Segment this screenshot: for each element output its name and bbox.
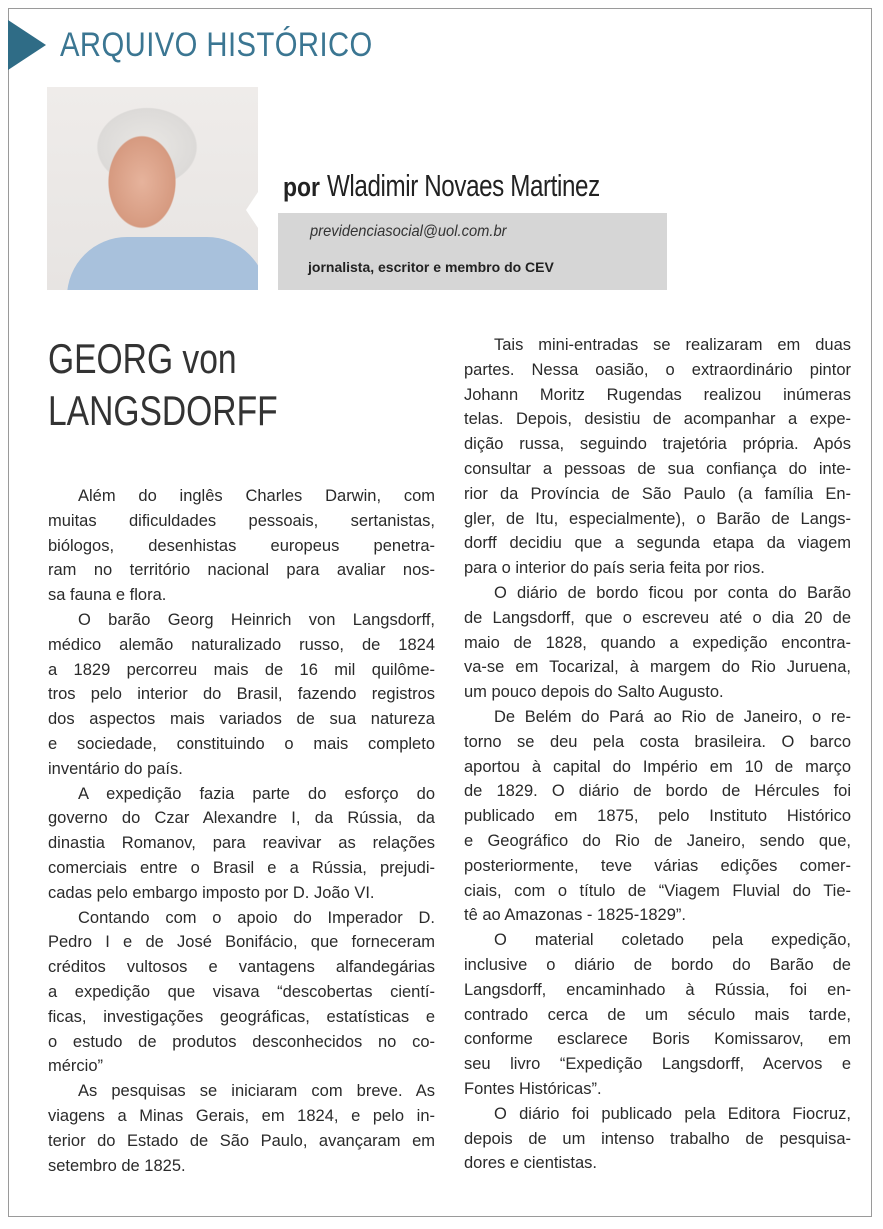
author-bio: jornalista, escritor e membro do CEV [308,259,554,275]
article-paragraph [48,608,435,782]
paragraph-line: posteriormente, teve várias edições comer- [464,856,851,875]
paragraph-line: As pesquisas se iniciaram com breve. As [78,1082,435,1101]
paragraph-line: telas. Depois, desistiu de acompanhar a expe- [464,410,851,429]
paragraph-line: dição russa, seguindo trajetória própria. Após [464,435,851,454]
article-paragraph [48,1079,435,1178]
article-left-column [48,484,435,1178]
paragraph-line: para o interior do país seria feita por rios. [464,559,765,578]
headline-line-1: GEORG von [48,335,237,382]
author-photo [47,87,258,290]
paragraph-line: um pouco depois do Salto Augusto. [464,683,724,702]
byline-prefix: por [283,172,320,202]
paragraph-line: o estudo de produtos desconhecidos no co- [48,1032,435,1051]
byline [283,168,677,204]
paragraph-line: va-se em Tocarizal, à margem do Rio Juruena, [464,658,851,677]
paragraph-line: terior do Estado de São Paulo, avançaram em [48,1131,435,1150]
paragraph-line: O diário de bordo ficou por conta do Barão [494,583,851,602]
article-paragraph [464,1102,851,1176]
article-paragraph [48,484,435,608]
paragraph-line: tros pelo interior do Brasil, fazendo registros [48,685,435,704]
paragraph-line: contrado cerca de um século mais tarde, [464,1005,851,1024]
paragraph-line: conforme esclarece Boris Komissarov, em [464,1030,851,1049]
paragraph-line: ciais, com o título de “Viagem Fluvial do Tie- [464,881,851,900]
article-paragraph [48,906,435,1080]
paragraph-line: ram no território nacional para avaliar nos- [48,561,435,580]
paragraph-line: gler, de Itu, especialmente), o Barão de Langs- [464,509,851,528]
paragraph-line: cadas pelo embargo imposto por D. João VI. [48,883,375,902]
paragraph-line: a 1829 percorreu mais de 16 mil quilôme- [48,660,435,679]
article-headline [48,333,278,437]
paragraph-line: rior da Província de São Paulo (a família En- [464,484,851,503]
paragraph-line: mércio” [48,1057,104,1076]
headline-line-2: LANGSDORFF [48,387,278,434]
paragraph-line: Langsdorff, encaminhado à Rússia, foi en- [464,980,851,999]
paragraph-line: comerciais entre o Brasil e a Rússia, prejudi- [48,858,435,877]
paragraph-line: Johann Moritz Rugendas realizou inúmeras [464,385,851,404]
paragraph-line: e sociedade, constituindo o mais completo [48,734,435,753]
paragraph-line: A expedição fazia parte do esforço do [78,784,435,803]
paragraph-line: biólogos, desenhistas europeus penetra- [48,536,435,555]
paragraph-line: Além do inglês Charles Darwin, com [78,487,435,505]
paragraph-line: Tais mini-entradas se realizaram em duas [494,336,851,354]
paragraph-line: tê ao Amazonas - 1825-1829”. [464,906,686,925]
article-paragraph [464,705,851,928]
paragraph-line: dinastia Romanov, para reavivar as relações [48,834,435,853]
article-paragraph [464,581,851,705]
paragraph-line: de Langsdorff, que o escreveu até o dia 20 de [464,608,851,627]
paragraph-line: de 1829. O diário de bordo de Hércules foi [464,782,851,801]
paragraph-line: dorff decidiu que a segunda etapa da viagem [464,534,851,553]
author-info-box [278,213,667,290]
author-photo-shirt [67,237,258,290]
article-paragraph [464,928,851,1102]
paragraph-line: Contando com o apoio do Imperador D. [78,908,435,927]
article-paragraph [464,333,851,581]
paragraph-line: aportou à capital do Império em 10 de março [464,757,851,776]
paragraph-line: sa fauna e flora. [48,586,167,605]
paragraph-line: ficas, investigações geográficas, estatísticas e [48,1007,435,1026]
paragraph-line: torno se deu pela costa brasileira. O barco [464,732,851,751]
paragraph-line: muitas dificuldades pessoais, sertanistas, [48,511,435,530]
paragraph-line: Pedro I e de José Bonifácio, que forneceram [48,933,435,952]
paragraph-line: viagens a Minas Gerais, em 1824, e pelo in- [48,1106,435,1125]
paragraph-line: dos aspectos mais variados de sua natureza [48,710,435,729]
section-title: ARQUIVO HISTÓRICO [60,26,373,64]
paragraph-line: inclusive o diário de bordo do Barão de [464,955,851,974]
paragraph-line: inventário do país. [48,759,183,778]
paragraph-line: setembro de 1825. [48,1156,186,1175]
section-arrow-icon [8,20,46,70]
paragraph-line: publicado em 1875, pelo Instituto Histórico [464,807,851,826]
paragraph-line: O barão Georg Heinrich von Langsdorff, [78,610,435,629]
article-paragraph [48,782,435,906]
article-right-column [464,333,851,1176]
paragraph-line: De Belém do Pará ao Rio de Janeiro, o re- [494,707,851,726]
author-name: Wladimir Novaes Martinez [326,168,600,203]
paragraph-line: governo do Czar Alexandre I, da Rússia, da [48,809,435,828]
paragraph-line: Fontes Históricas”. [464,1079,602,1098]
paragraph-line: O material coletado pela expedição, [494,931,851,950]
paragraph-line: e Geográfico do Rio de Janeiro, sendo que, [464,831,851,850]
paragraph-line: dores e cientistas. [464,1154,597,1173]
photo-notch [246,192,258,228]
paragraph-line: O diário foi publicado pela Editora Fiocruz, [494,1104,851,1123]
paragraph-line: seu livro “Expedição Langsdorff, Acervos e [464,1055,851,1074]
paragraph-line: consultar a pessoas de sua confiança do inte- [464,459,851,478]
paragraph-line: maio de 1828, quando a expedição encontra- [464,633,851,652]
paragraph-line: créditos vultosos e vantagens alfandegárias [48,958,435,977]
paragraph-line: depois de um intenso trabalho de pesquisa- [464,1129,851,1148]
paragraph-line: a expedição que visava “descobertas cientí- [48,982,435,1001]
paragraph-line: médico alemão naturalizado russo, de 1824 [48,635,435,654]
author-email[interactable]: previdenciasocial@uol.com.br [310,223,507,240]
paragraph-line: partes. Nessa oasião, o extraordinário pintor [464,360,851,379]
